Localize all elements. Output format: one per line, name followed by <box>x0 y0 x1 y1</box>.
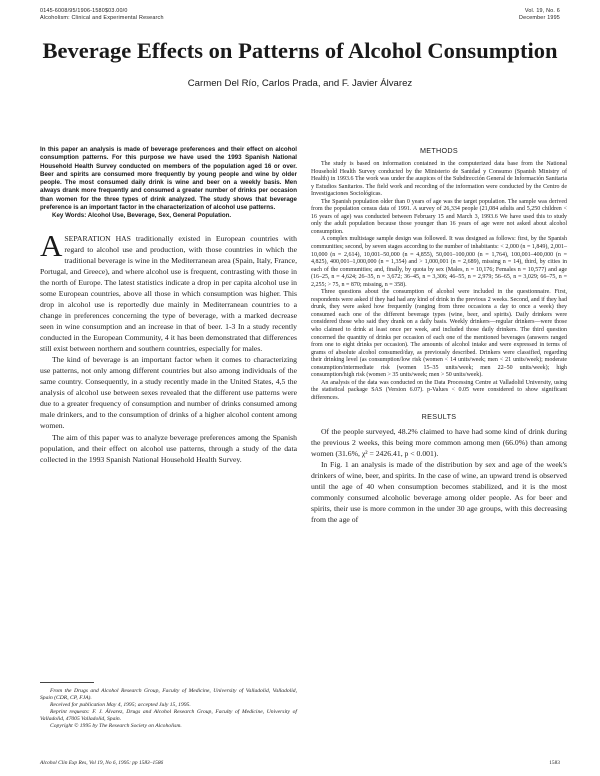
left-column <box>40 146 297 465</box>
page-number: 1583 <box>549 760 560 766</box>
methods-heading: METHODS <box>419 146 459 155</box>
footnote-copyright: Copyright © 1995 by The Research Society on Alcoholism. <box>50 722 182 729</box>
intro-paragraph-3: The aim of this paper was to analyze beverage preferences among the Spanish population, and their effect on alcohol use patterns, through a study of the data collected in the 1993 Spanish National Household Health Survey. <box>40 432 297 464</box>
paper-authors: Carmen Del Río, Carlos Prada, and F. Javier Álvarez <box>187 78 413 89</box>
intro-paragraph-1-text: SEPARATION HAS traditionally existed in European countries with regard to alcohol use and production, with those countries in which the traditional beverage is wine in the Mediterranean area (Spain, Italy, France, Portugal, and Greece), and where alcohol use is frequent, contrasting with those in the north of Europe. The latest statistics indicate a drop in per capita alcohol use in some European countries, above all those in which consumption was higher. This drop in alcohol use is reportedly due mainly in Mediterranean countries to a change in preferences concerning the type of beverage, with a marked decrease seen in wine consumption and an increase in that of beer. 1-3 In a study recently conducted in the European Community, 4 it has been demonstrated that differences still exist between northern and southern countries, especially for males. <box>40 233 297 354</box>
methods-paragraph-5: An analysis of the data was conducted on the Data Processing Centre at Valladolid University, using the statistical package SAS (Version 6.07). p-Values < 0.05 were considered to show significant differences. <box>311 379 567 401</box>
footnote-received: Received for publication May 4, 1995; accepted July 15, 1995. <box>50 701 191 708</box>
methods-paragraph-3: A complex multistage sample design was followed. It was designed as follows: first, by the Spanish communities; second, by seven stages according to the number of inhabitants: < 2,000 (n = 1,849), 2,001–10,000 (n = 2,614), 10,001–50,000 (n = 4,855), 50,001–100,000 (n = 1,764), 100,001–400,000 (n = 4,825), 400,001–1,000,000 (n = 1,354) and > 1,000,001 (n = 2,689), missing n = 14), third, by cities in each of the communities; and, finally, by quota by sex (Males, n = 10,176; Females n = 10,577) and age (16–25, n = 4,624; 26–35, n = 3,672; 36–45, n = 3,306; 46–55, n = 2,979; 56–65, n = 3,029; 66–75, n = 2,255; > 75, n = 870; missing, n = 358). <box>311 236 567 288</box>
results-heading: RESULTS <box>421 411 457 421</box>
abstract: In this paper an analysis is made of beverage preferences and their effect on alcohol consumption patterns. For this purpose we have used the 1993 Spanish National Household Health Survey conducted on members of the population aged 16 or over. Beer and spirits are consumed more frequently by young people and wine by older people. The most consumed daily drink is wine and beer on a weekly basis. Men always drank more frequently and consumed a greater number of drinks per occasion than women for the three types of drink analyzed. The study shows that beverage preference is an important factor in the characterization of alcohol use patterns. <box>40 146 297 212</box>
keywords: Key Words: Alcohol Use, Beverage, Sex, General Population. <box>52 212 232 220</box>
header-date: December 1995 <box>519 15 560 21</box>
footnote-reprints: Reprint requests: F. J. Álvarez, Drugs and Alcohol Research Group, Faculty of Medicine, University of Valladolid, 47005 Valladolid, Spain. <box>40 708 297 722</box>
methods-paragraph-1: The study is based on information contained in the computerized data base from the National Household Health Survey conducted by the Ministerio de Sanidad y Consumo (Spanish Ministry of Health) in 1993.6 The work was under the auspices of the Subdirección General de Información Sanitaria y Estudios Sanitarios. The field work and recording of the information were conducted by the Centro de Investigaciones Sociológicas. <box>311 161 567 198</box>
methods-paragraph-4: Three questions about the consumption of alcohol were included in the questionnaire. First, respondents were asked if they had had any kind of drink in the previous 2 weeks. Second, and if they had drunk, they were asked how frequently (ranging from three occasions a day to once a week) they consumed each one of the different beverage types (wine, beer, and spirits). Daily drinkers were considered those who said they drank on a daily basis. Weekly drinkers—regular drinkers—were those who claimed to drink at least once per week, and included those daily drinkers. The third question concerned the quantity of drinks per occasion of each one of the mentioned beverages (answers ranged from one to eight drinks per occasion). The amounts of alcohol intake and were expressed in terms of grams of absolute alcohol consumed/day, as previously described. Drinkers were classified, regarding their drinking level (as consumption/low risk (women < 14 units/week; men < 21 units/week); moderate consumption/intermediate risk (women 15–35 units/week; men 22–50 units/week); high consumption/high risk (women > 35 units/week; men > 50 units/week). <box>311 289 567 379</box>
footnote-affiliation: From the Drugs and Alcohol Research Group, Faculty of Medicine, University of Valladolid, Valladolid, Spain (CDR, CP, FJA). <box>40 688 297 701</box>
intro-paragraph-1 <box>40 227 297 355</box>
issue-header <box>519 8 560 22</box>
results-paragraph-1: Of the people surveyed, 48.2% claimed to have had some kind of drink during the previous 2 weeks, this being more common among men (66.0%) than among women (31.6%, χ² = 2426.41, p < 0.001). <box>311 426 567 458</box>
drop-cap: A <box>40 227 63 263</box>
methods-paragraph-2: The Spanish population older than 0 years of age was the target population. The sample was derived from the population census data of 1991. A survey of 26,334 people (21,084 adults and 5,250 children < 16 years of age) was conducted between February 15 and March 3, 1993.6 We have used this to study only the adult population because those younger than 16 years of age were not asked about alcohol consumption. <box>311 198 567 235</box>
right-column <box>311 146 567 525</box>
header-issn: 0145-6008/95/1906-1580$03.00/0 <box>40 8 128 14</box>
results-paragraph-2: In Fig. 1 an analysis is made of the distribution by sex and age of the week's drinkers of wine, beer, and spirits. In the case of wine, an upward trend is observed until the age of 40 when consumption becomes stabilized, and it is the most commonly consumed alcoholic beverage among older people. As for beer and spirits, their use is more common in the under 30 age groups, with this decreasing from the age of <box>311 459 567 525</box>
intro-paragraph-2: The kind of beverage is an important factor when it comes to characterizing use patterns, not only among different countries but also among individuals of the same country. Consequently, in a study recently made in the United States, 4,5 the analysis of alcohol use between sexes revealed that the different use patterns were due to a greater frequency of consumption and number of drinks consumed among male drinkers, and to the consumption of drinks of a higher alcohol content among women. <box>40 355 297 431</box>
citation-footer: Alcohol Clin Exp Res, Vol 19, No 6, 1995: pp 1583–1586 <box>40 760 164 766</box>
paper-title: Beverage Effects on Patterns of Alcohol Consumption <box>42 38 558 63</box>
footnotes <box>40 688 297 729</box>
journal-header <box>40 8 164 22</box>
header-volume: Vol. 19, No. 6 <box>524 8 560 14</box>
header-journal: Alcoholism: Clinical and Experimental Research <box>40 15 164 21</box>
footnote-divider <box>40 682 94 683</box>
